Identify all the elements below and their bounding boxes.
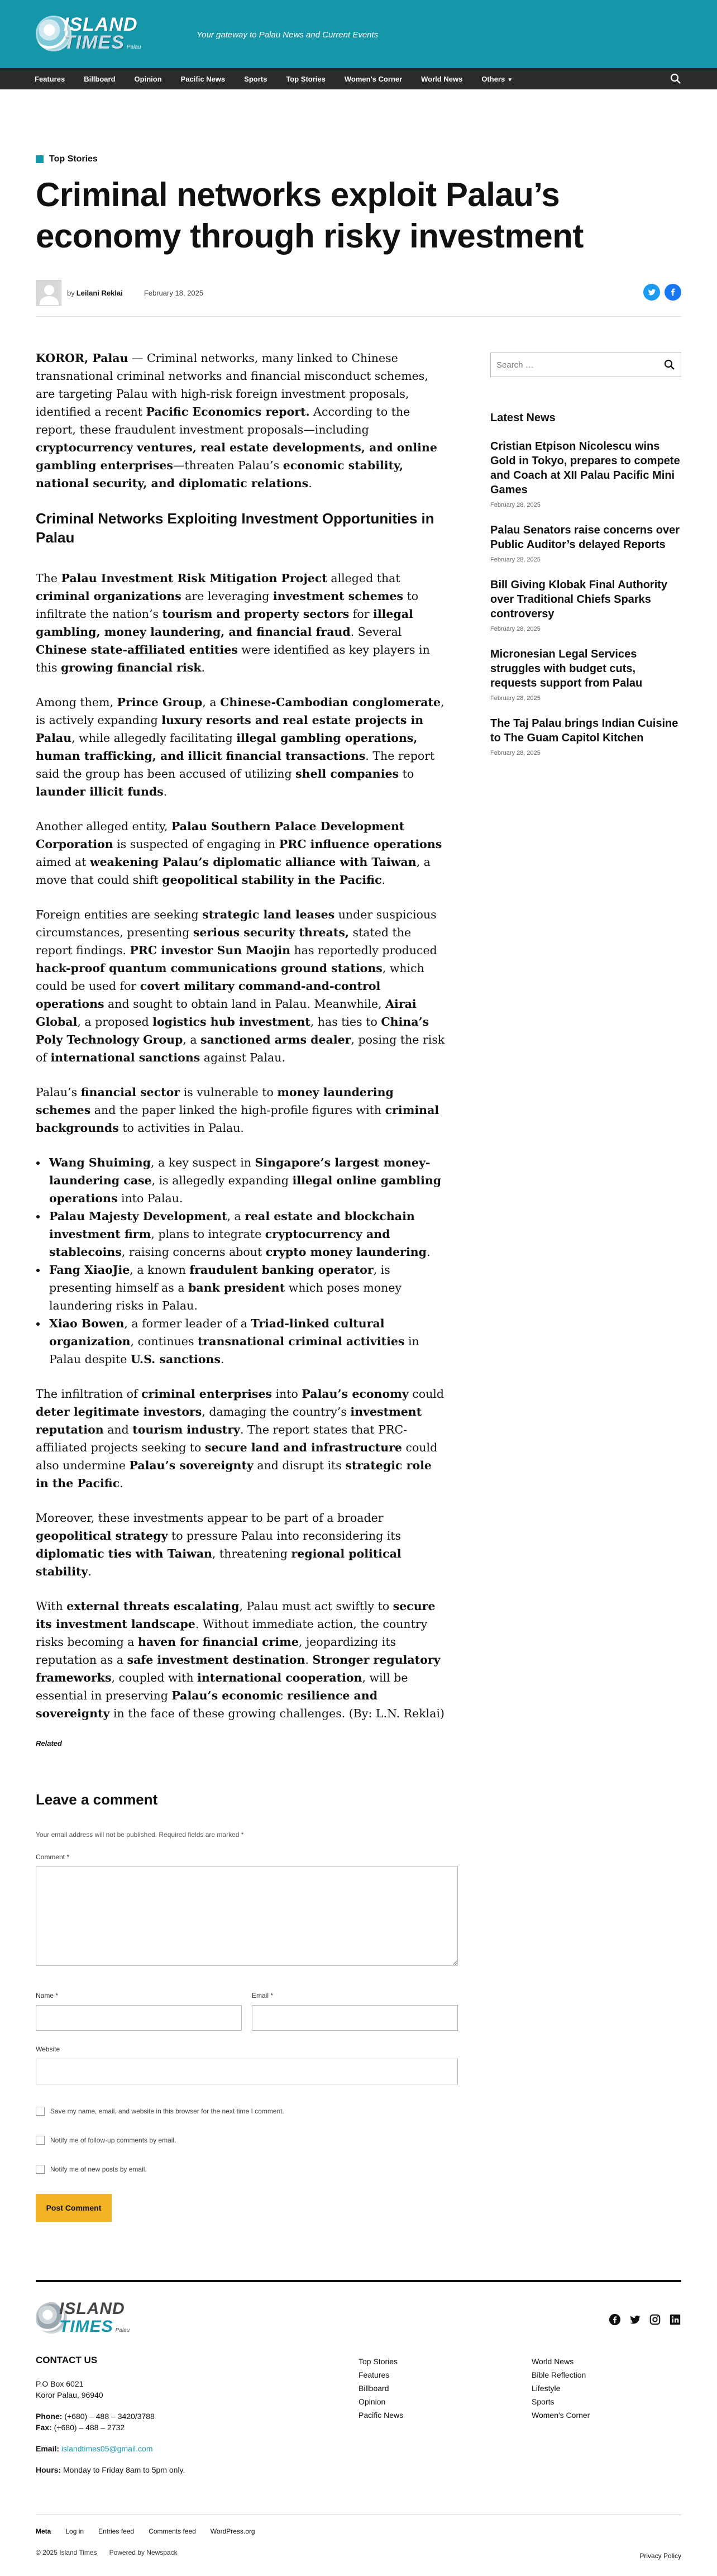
contact-email-label: Email:	[36, 2444, 60, 2453]
latest-news-item	[490, 523, 681, 563]
nav-item-top-stories[interactable]: Top Stories	[286, 74, 326, 83]
related-heading: Related	[36, 1739, 62, 1748]
article-paragraph-7: The infiltration of criminal enterprises into Palau’s economy could deter legitimate investors, damaging the country’s investment reputation and tourism industry. The report states that PRC-affiliated projects seeking to secure land and infrastructure could also undermine Palau’s sovereignty and disrupt its strategic role in the Pacific.	[36, 1387, 444, 1490]
article-paragraph-1: KOROR, Palau — Criminal networks, many linked to Chinese transnational criminal networks and financial misconduct schemes, are targeting Palau with high-risk foreign investment proposals, identified a recent Pacific Economics report. According to the report, these fraudulent investment proposals—including cryptocurrency ventures, real estate developments, and online gambling enterprises—threaten Palau’s economic stability, national security, and diplomatic relations.	[36, 351, 437, 490]
logo-word-times: TIMES	[64, 32, 125, 53]
article-paragraph-4: Another alleged entity, Palau Southern Palace Development Corporation is suspected of engaging in PRC influence operations aimed at weakening Palau’s diplomatic alliance with Taiwan, a move that could shift geopolitical stability in the Pacific.	[36, 820, 442, 887]
list-item: • Fang XiaoJie, a known fraudulent banking operator, is presenting himself as a bank president which poses money laundering risks in Palau.	[47, 1261, 448, 1315]
latest-news-link[interactable]: Cristian Etpison Nicolescu wins Gold in Tokyo, prepares to compete and Coach at XII Palau Pacific Mini Games	[490, 440, 680, 496]
comment-label: Comment *	[36, 1853, 70, 1861]
notify-followup-label: Notify me of follow-up comments by email.	[50, 2136, 176, 2144]
nav-item-opinion[interactable]: Opinion	[134, 74, 162, 83]
website-field-group	[36, 2045, 458, 2084]
list-item: • Wang Shuiming, a key suspect in Singapore’s largest money-laundering case, is allegedly expanding illegal online gambling operations into Palau.	[47, 1154, 448, 1207]
nav-item-sports[interactable]: Sports	[244, 74, 267, 83]
address-line-2: Koror Palau, 96940	[36, 2391, 103, 2399]
byline-by: by	[67, 288, 75, 297]
footer-link[interactable]: Pacific News	[358, 2411, 404, 2420]
entries-feed-link[interactable]: Entries feed	[98, 2527, 135, 2535]
name-field-group	[36, 1992, 242, 2031]
header-divider	[36, 316, 681, 317]
save-info-checkbox[interactable]	[36, 2107, 45, 2116]
comments-feed-link[interactable]: Comments feed	[149, 2527, 196, 2535]
save-info-label: Save my name, email, and website in this browser for the next time I comment.	[50, 2107, 284, 2115]
figures-list	[47, 1154, 448, 1368]
footer-link[interactable]: Bible Reflection	[532, 2370, 586, 2379]
nav-item-womens-corner[interactable]: Women's Corner	[344, 74, 403, 83]
main-nav	[0, 68, 717, 89]
phone-label: Phone:	[36, 2412, 63, 2421]
nav-item-world-news[interactable]: World News	[421, 74, 463, 83]
article-date: February 18, 2025	[144, 288, 204, 297]
author-name-link[interactable]: Leilani Reklai	[76, 288, 123, 297]
footer-link[interactable]: Opinion	[358, 2397, 386, 2406]
article-paragraph-2: The Palau Investment Risk Mitigation Project alleged that criminal organizations are leveraging investment schemes to infiltrate the nation’s tourism and property sectors for illegal gambling, money laundering, and financial fraud. Several Chinese state-affiliated entities were identified as key players in this growing financial risk.	[36, 572, 430, 674]
logo-word-times: TIMES	[59, 2317, 113, 2336]
article-byline	[36, 279, 681, 306]
twitter-share-button[interactable]	[643, 284, 660, 301]
email-label: Email *	[252, 1992, 274, 1999]
nav-item-billboard[interactable]: Billboard	[84, 74, 116, 83]
article-paragraph-9: With external threats escalating, Palau must act swiftly to secure its investment landscape. Without immediate action, the country risks becoming a haven for financial crime, jeopardizing its reputation as a safe investment destination. Stronger regulatory frameworks, coupled with international cooperation, will be essential in preserving Palau’s economic resilience and sovereignty in the face of these growing challenges. (By: L.N. Reklai)	[36, 1599, 444, 1720]
hours-row	[36, 2464, 185, 2475]
address-line-1: P.O Box 6021	[36, 2379, 84, 2388]
search-input[interactable]	[496, 360, 664, 370]
comment-form-section	[0, 1791, 717, 2222]
hours-value: Monday to Friday 8am to 5pm only.	[61, 2465, 185, 2474]
footer-links-col-2	[532, 2355, 590, 2422]
article-paragraph-8: Moreover, these investments appear to be part of a broader geopolitical strategy to pressure Palau into reconsidering its diplomatic ties with Taiwan, threatening regional political stability.	[36, 1511, 401, 1578]
copyright-row	[36, 2549, 681, 2556]
content-area	[0, 349, 717, 1748]
phone-row	[36, 2411, 185, 2422]
list-item: • Palau Majesty Development, a real estate and blockchain investment firm, plans to integrate cryptocurrency and stablecoins, raising concerns about crypto money laundering.	[47, 1207, 448, 1261]
phone-value: (+680) – 488 – 3420/3788	[62, 2412, 155, 2421]
logo-word-island: ISLAND	[64, 14, 138, 35]
nav-item-pacific-news[interactable]: Pacific News	[180, 74, 226, 83]
wordpress-link[interactable]: WordPress.org	[210, 2527, 255, 2535]
name-label: Name *	[36, 1992, 59, 1999]
chevron-down-icon: ▼	[507, 77, 513, 83]
notify-posts-checkbox[interactable]	[36, 2165, 45, 2174]
latest-news-date: February 28, 2025	[490, 556, 541, 563]
footer-link[interactable]: Features	[358, 2370, 390, 2379]
latest-news-date: February 28, 2025	[490, 502, 541, 508]
latest-news-link[interactable]: Bill Giving Klobak Final Authority over Traditional Chiefs Sparks controversy	[490, 579, 668, 620]
login-link[interactable]: Log in	[65, 2527, 84, 2535]
logo-word-island: ISLAND	[59, 2299, 125, 2318]
author-avatar[interactable]	[36, 280, 61, 306]
article-subheading: Criminal Networks Exploiting Investment Opportunities in Palau	[36, 510, 434, 546]
name-email-row	[36, 1992, 681, 2031]
latest-news-date: February 28, 2025	[490, 750, 541, 756]
comment-textarea[interactable]	[36, 1866, 458, 1966]
latest-news-link[interactable]: The Taj Palau brings Indian Cuisine to The Guam Capitol Kitchen	[490, 717, 678, 744]
footer-logo-text	[59, 2300, 130, 2336]
email-row	[36, 2443, 185, 2454]
facebook-icon[interactable]	[609, 2313, 621, 2326]
fax-row	[36, 2422, 185, 2433]
comment-form-note: Your email address will not be published. Required fields are marked *	[36, 1831, 244, 1839]
latest-news-date: February 28, 2025	[490, 626, 541, 632]
footer-links-col-1	[358, 2355, 403, 2422]
article-header	[0, 154, 717, 317]
site-tagline: Your gateway to Palau News and Current Events	[197, 30, 379, 40]
comment-form-title: Leave a comment	[36, 1791, 158, 1808]
latest-news-link[interactable]: Palau Senators raise concerns over Public Auditor’s delayed Reports	[490, 524, 680, 551]
footer-link[interactable]: Women's Corner	[532, 2411, 590, 2420]
logo-word-palau: Palau	[115, 2327, 130, 2334]
nav-item-others[interactable]	[481, 75, 513, 83]
meta-links	[36, 2527, 681, 2535]
instagram-icon[interactable]	[649, 2313, 661, 2326]
nav-item-features[interactable]: Features	[35, 74, 65, 83]
site-footer	[36, 2280, 681, 2515]
footer-link[interactable]: Lifestyle	[532, 2384, 561, 2393]
category-marker-icon	[36, 155, 44, 163]
footer-link[interactable]: Top Stories	[358, 2357, 398, 2366]
article-category[interactable]	[36, 154, 681, 164]
notify-followup-row	[36, 2136, 681, 2145]
category-label: Top Stories	[49, 154, 98, 164]
facebook-share-button[interactable]	[665, 284, 681, 301]
powered-by-link[interactable]: Powered by Newspack	[109, 2549, 178, 2556]
article-paragraph-3: Among them, Prince Group, a Chinese-Cambodian conglomerate, is actively expanding luxury resorts and real estate projects in Palau, while allegedly facilitating illegal gambling operations, human trafficking, and illicit financial transactions. The report said the group has been accused of utilizing shell companies to launder illicit funds.	[36, 696, 444, 798]
article-paragraph-6: Palau’s financial sector is vulnerable to money laundering schemes and the paper linked the high-profile figures with criminal backgrounds to activities in Palau.	[36, 1085, 439, 1135]
logo-text	[64, 16, 141, 51]
copyright-text: © 2025 Island Times	[36, 2549, 97, 2556]
notify-followup-checkbox[interactable]	[36, 2136, 45, 2145]
twitter-icon[interactable]	[629, 2313, 641, 2326]
search-icon[interactable]	[670, 73, 681, 84]
notify-posts-label: Notify me of new posts by email.	[50, 2165, 147, 2173]
article-body	[36, 349, 448, 1748]
facebook-icon	[669, 288, 677, 296]
fax-label: Fax:	[36, 2423, 52, 2432]
latest-news-item	[490, 578, 681, 632]
website-field[interactable]	[36, 2059, 458, 2084]
latest-news-item	[490, 647, 681, 702]
article-headline: Criminal networks exploit Palau’s economy through risky investment	[36, 176, 584, 255]
website-label: Website	[36, 2045, 60, 2053]
search-icon[interactable]	[664, 359, 675, 370]
linkedin-icon[interactable]	[669, 2313, 681, 2326]
name-field[interactable]	[36, 2005, 242, 2031]
footer-bottom-bar	[36, 2515, 681, 2576]
latest-news-link[interactable]: Micronesian Legal Services struggles with budget cuts, requests support from Palau	[490, 648, 643, 689]
latest-news-item	[490, 439, 681, 508]
save-info-row	[36, 2107, 681, 2116]
twitter-icon	[647, 288, 656, 297]
contact-block	[36, 2355, 185, 2485]
site-logo[interactable]	[36, 16, 141, 51]
footer-logo[interactable]	[36, 2300, 681, 2336]
hours-label: Hours:	[36, 2465, 61, 2474]
share-buttons	[643, 284, 681, 301]
privacy-policy-link[interactable]: Privacy Policy	[639, 2552, 681, 2560]
notify-posts-row	[36, 2165, 681, 2174]
social-links	[609, 2313, 681, 2326]
email-field-group	[252, 1992, 458, 2031]
nav-others-label: Others	[481, 74, 505, 83]
sidebar	[490, 349, 681, 1748]
footer-link[interactable]: Sports	[532, 2397, 555, 2406]
phone-block	[36, 2411, 185, 2433]
sidebar-search	[490, 353, 681, 377]
latest-news-heading: Latest News	[490, 412, 556, 424]
article-paragraph-5: Foreign entities are seeking strategic land leases under suspicious circumstances, presenting serious security threats, stated the report findings. PRC investor Sun Maojin has reportedly produced hack-proof quantum communications ground stations, which could be used for covert military command-and-control operations and sought to obtain land in Palau. Meanwhile, Airai Global, a proposed logistics hub investment, has ties to China’s Poly Technology Group, a sanctioned arms dealer, posing the risk of international sanctions against Palau.	[36, 908, 445, 1064]
contact-heading: CONTACT US	[36, 2355, 98, 2365]
fax-value: (+680) – 488 – 2732	[51, 2423, 125, 2432]
contact-email-link[interactable]: islandtimes05@gmail.com	[59, 2444, 153, 2453]
footer-link[interactable]: World News	[532, 2357, 574, 2366]
latest-news-date: February 28, 2025	[490, 695, 541, 702]
logo-word-palau: Palau	[126, 44, 141, 50]
footer-link[interactable]: Billboard	[358, 2384, 389, 2393]
email-field[interactable]	[252, 2005, 458, 2031]
latest-news-item	[490, 716, 681, 756]
site-header	[0, 0, 717, 68]
address-block	[36, 2378, 185, 2401]
meta-heading: Meta	[36, 2527, 51, 2535]
list-item: • Xiao Bowen, a former leader of a Triad-linked cultural organization, continues transnational criminal activities in Palau despite U.S. sanctions.	[47, 1315, 448, 1368]
post-comment-button[interactable]: Post Comment	[36, 2194, 112, 2222]
